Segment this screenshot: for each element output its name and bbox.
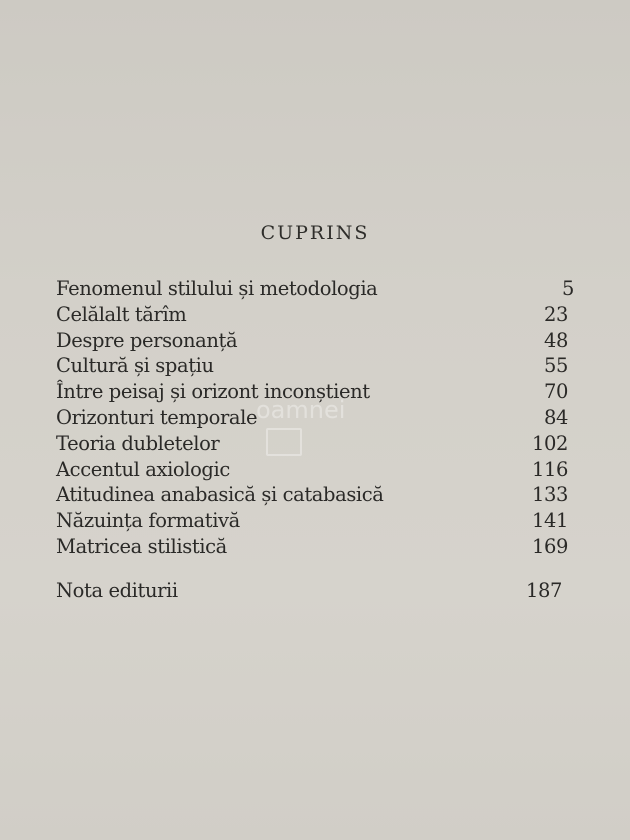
- toc-entry-page: 141: [531, 509, 568, 533]
- toc-entry-page: 23: [543, 302, 568, 326]
- toc-entry-title: Nota editurii: [56, 579, 178, 602]
- page-title: CUPRINS: [260, 222, 370, 244]
- toc-entry: [56, 276, 574, 302]
- toc-entry-title: Teoria dubletelor: [56, 431, 220, 455]
- toc-entry: [56, 534, 568, 560]
- toc-entry-title: Despre personanță: [56, 328, 238, 352]
- toc-entry-page: 48: [543, 328, 568, 352]
- toc-entry: [56, 353, 568, 379]
- toc-entry-title: Accentul axiologic: [56, 457, 230, 481]
- toc-entry-page: 5: [561, 277, 574, 300]
- watermark-logo-icon: [266, 428, 302, 456]
- toc-entry-page: 169: [531, 534, 568, 558]
- toc-entry-title: Celălalt tărîm: [56, 302, 187, 326]
- toc-entry: [56, 328, 568, 354]
- toc-entry-page: 70: [543, 380, 568, 404]
- toc-entry: [56, 482, 568, 508]
- toc-entry-publisher-note: [56, 578, 562, 604]
- watermark-text: oamnei: [256, 396, 346, 424]
- toc-entry-title: Năzuința formativă: [56, 509, 240, 533]
- toc-entry: [56, 431, 568, 457]
- toc-entry-title: Cultură și spațiu: [56, 354, 214, 378]
- toc-entry-page: 84: [543, 405, 568, 429]
- toc-entry-page: 102: [531, 431, 568, 455]
- toc-entry-title: Între peisaj și orizont inconștient: [56, 380, 370, 404]
- toc-entry: [56, 302, 568, 328]
- toc-entry-title: Atitudinea anabasică și catabasică: [56, 483, 384, 507]
- toc-entry: [56, 508, 568, 534]
- toc-entry-page: 133: [531, 483, 568, 507]
- toc-entry-title: Matricea stilistică: [56, 534, 227, 558]
- toc-entry-page: 55: [543, 354, 568, 378]
- toc-entry-title: Orizonturi temporale: [56, 405, 258, 429]
- toc-entry-title: Fenomenul stilului și metodologia: [56, 277, 378, 300]
- toc-entry: [56, 457, 568, 483]
- toc-entry-page: 187: [525, 579, 562, 602]
- toc-entry-page: 116: [531, 457, 568, 481]
